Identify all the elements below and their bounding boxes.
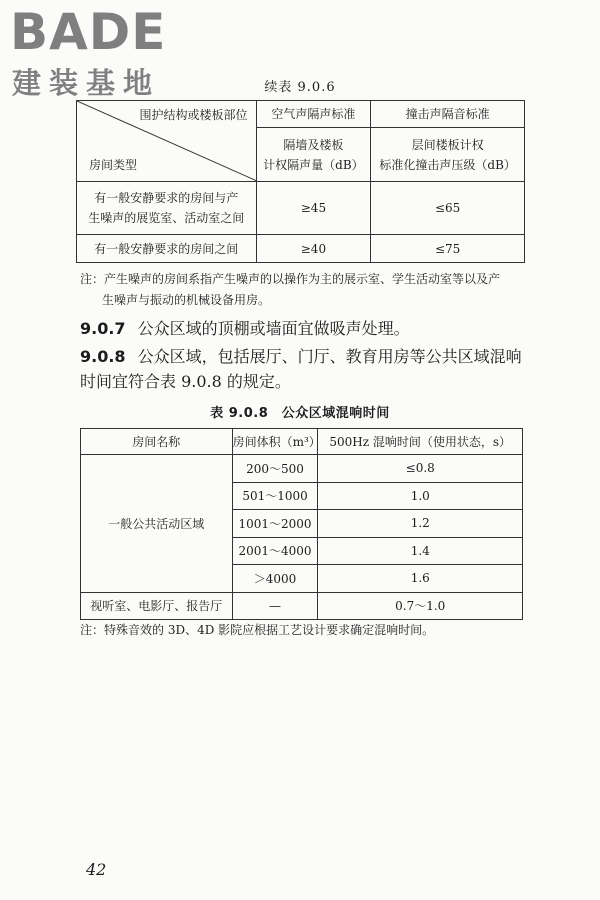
note-line-2: 生噪声与振动的机械设备用房。 [102,293,271,307]
table-note-908: 注：特殊音效的 3D、4D 影院应根据工艺设计要求确定混响时间。 [80,623,435,637]
subheader-air-sound [256,128,371,182]
row-room-name: 视听室、电影厅、报告厅 [81,592,233,620]
subheader-impact-sound [371,128,525,182]
row-reverb-time: 0.7～1.0 [318,592,523,620]
table-row [77,182,525,235]
row-reverb-time: ≤0.8 [318,455,523,483]
table-row [81,455,523,483]
diag-header-room-type: 房间类型 [89,158,138,172]
row-volume: 2001～4000 [232,537,318,565]
note-line-1: 注：产生噪声的房间系指产生噪声的以操作为主的展示室、学生活动室等以及产 [80,272,501,286]
subheader-air-line-2: 计权隔声量（dB） [263,157,364,172]
row-volume: ＞4000 [232,565,318,593]
row-volume: 200～500 [232,455,318,483]
row-room-line-2: 生噪声的展览室、活动室之间 [88,211,245,225]
subheader-impact-line-2: 标准化撞击声压级（dB） [379,157,516,172]
row-impact-value: ≤75 [371,235,525,263]
header-room-name: 房间名称 [81,429,233,455]
clause-908 [80,344,530,394]
clause-number: 9.0.8 [80,347,126,366]
logo-subtitle-text: 建装基地 [12,66,161,100]
page-number: 42 [86,860,107,879]
table-note-906 [80,269,530,311]
row-air-value: ≥45 [256,182,371,235]
table-908 [80,428,523,620]
row-reverb-time: 1.4 [318,537,523,565]
row-volume: 501～1000 [232,482,318,510]
row-reverb-time: 1.2 [318,510,523,538]
row-air-value: ≥40 [256,235,371,263]
row-impact-value: ≤65 [371,182,525,235]
row-volume: — [232,592,318,620]
header-reverb-time: 500Hz 混响时间（使用状态，s） [318,429,523,455]
diagonal-header-cell [77,101,257,182]
table-908-caption: 表 9.0.8 公众区域混响时间 [210,406,390,421]
header-impact-sound: 撞击声隔音标准 [371,101,525,128]
continued-table-906 [76,100,525,263]
clause-number: 9.0.7 [80,319,126,338]
table-row [81,592,523,620]
diag-header-enclosure: 围护结构或楼板部位 [139,108,248,122]
header-air-sound: 空气声隔声标准 [256,101,371,128]
row-room-type [77,182,257,235]
group-room-name: 一般公共活动区域 [81,455,233,593]
logo-brand-text: BADE [10,3,167,61]
clause-text-cont: 时间宜符合表 9.0.8 的规定。 [80,372,291,391]
table-header-row [81,429,523,455]
clause-907 [80,316,530,341]
clause-text: 公众区域的顶棚或墙面宜做吸声处理。 [137,319,410,338]
row-volume: 1001～2000 [232,510,318,538]
continued-table-caption: 续表 9.0.6 [264,80,336,95]
row-room-type: 有一般安静要求的房间之间 [77,235,257,263]
subheader-impact-line-1: 层间楼板计权 [411,137,484,152]
row-reverb-time: 1.6 [318,565,523,593]
header-room-volume: 房间体积（m³） [232,429,318,455]
subheader-air-line-1: 隔墙及楼板 [283,137,344,152]
row-reverb-time: 1.0 [318,482,523,510]
row-room-line-1: 有一般安静要求的房间与产 [94,191,239,205]
table-row [77,235,525,263]
clause-text: 公众区域，包括展厅、门厅、教育用房等公共区域混响 [137,347,522,366]
